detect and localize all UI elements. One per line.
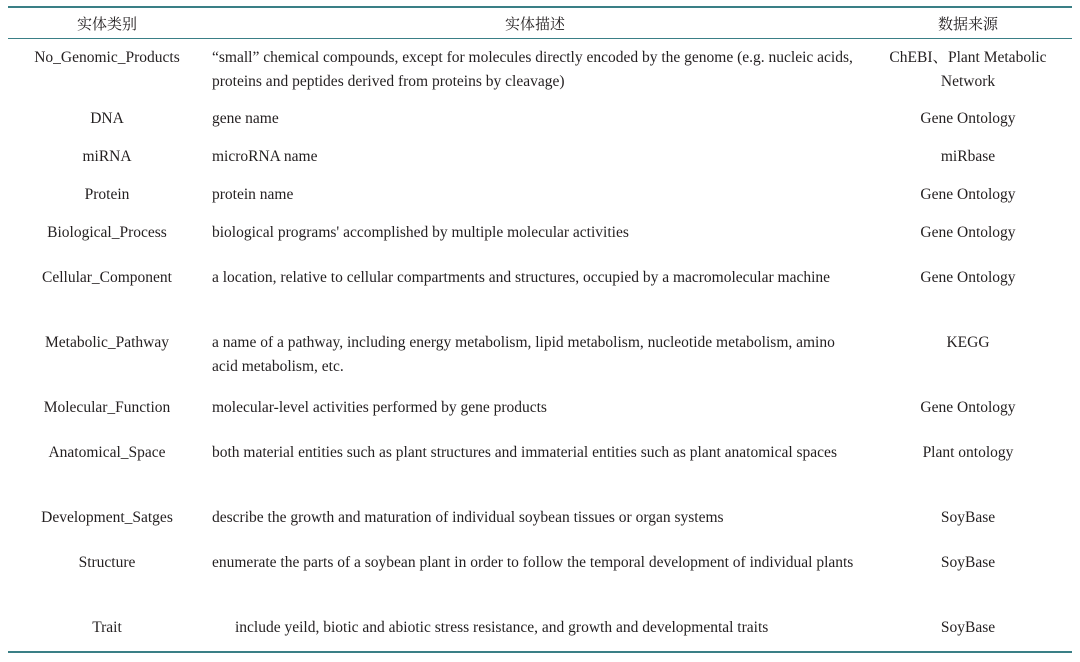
table-row — [8, 183, 1072, 221]
table-row — [8, 616, 1072, 652]
table-row — [8, 221, 1072, 266]
cell-category: Cellular_Component — [41, 269, 172, 286]
entity-table-container — [8, 6, 1072, 653]
cell-description: gene name — [212, 110, 279, 127]
cell-source: Gene Ontology — [920, 110, 1016, 127]
cell-category: Molecular_Function — [43, 399, 171, 416]
cell-source: Gene Ontology — [920, 269, 1016, 286]
cell-source: miRbase — [940, 148, 996, 165]
cell-category: Structure — [78, 554, 136, 571]
cell-description: describe the growth and maturation of individual soybean tissues or organ systems — [212, 509, 724, 526]
header-description: 实体描述 — [206, 7, 864, 39]
cell-category: Anatomical_Space — [48, 444, 166, 461]
table-row — [8, 266, 1072, 331]
table-header — [8, 7, 1072, 39]
table-row — [8, 441, 1072, 506]
cell-category: Metabolic_Pathway — [45, 334, 169, 351]
table-row — [8, 506, 1072, 551]
cell-source: Gene Ontology — [920, 399, 1016, 416]
cell-description: both material entities such as plant structures and immaterial entities such as plant anatomical spaces — [212, 444, 837, 461]
cell-description: a location, relative to cellular compartments and structures, occupied by a macromolecular machine — [212, 269, 831, 286]
table-row — [8, 39, 1072, 107]
cell-source: SoyBase — [864, 616, 1072, 652]
header-row — [8, 7, 1072, 39]
cell-category: Trait — [8, 616, 206, 652]
cell-category: Development_Satges — [41, 509, 173, 526]
table-row — [8, 106, 1072, 145]
header-category: 实体类别 — [8, 7, 206, 39]
cell-category: DNA — [90, 110, 124, 127]
cell-source: SoyBase — [940, 554, 996, 571]
cell-description: protein name — [212, 186, 294, 203]
cell-description: a name of a pathway, including energy metabolism, lipid metabolism, nucleotide metabolism, amino acid metabolism, etc. — [212, 334, 835, 375]
cell-source: SoyBase — [940, 509, 996, 526]
cell-category: Protein — [84, 186, 130, 203]
cell-description: enumerate the parts of a soybean plant in order to follow the temporal development of individual plants — [212, 554, 854, 571]
cell-description: “small” chemical compounds, except for molecules directly encoded by the genome (e.g. nucleic acids, proteins and peptides derived from proteins by cleavage) — [212, 49, 853, 90]
cell-description: microRNA name — [212, 148, 318, 165]
entity-table — [8, 6, 1072, 653]
cell-source: Plant ontology — [922, 444, 1014, 461]
table-row — [8, 551, 1072, 616]
cell-category: miRNA — [82, 148, 132, 165]
cell-category: No_Genomic_Products — [34, 49, 180, 66]
cell-source: Gene Ontology — [920, 186, 1016, 203]
cell-source: ChEBI、Plant Metabolic Network — [889, 49, 1047, 90]
header-source: 数据来源 — [864, 7, 1072, 39]
cell-category: Biological_Process — [47, 224, 167, 241]
cell-source: KEGG — [946, 334, 990, 351]
table-row — [8, 396, 1072, 441]
cell-description: biological programs' accomplished by multiple molecular activities — [212, 224, 629, 241]
cell-source: Gene Ontology — [920, 224, 1016, 241]
table-body — [8, 39, 1072, 653]
table-row — [8, 145, 1072, 183]
cell-description: molecular-level activities performed by gene products — [212, 399, 547, 416]
table-row — [8, 331, 1072, 396]
cell-description: include yeild, biotic and abiotic stress resistance, and growth and developmental traits — [206, 616, 864, 652]
